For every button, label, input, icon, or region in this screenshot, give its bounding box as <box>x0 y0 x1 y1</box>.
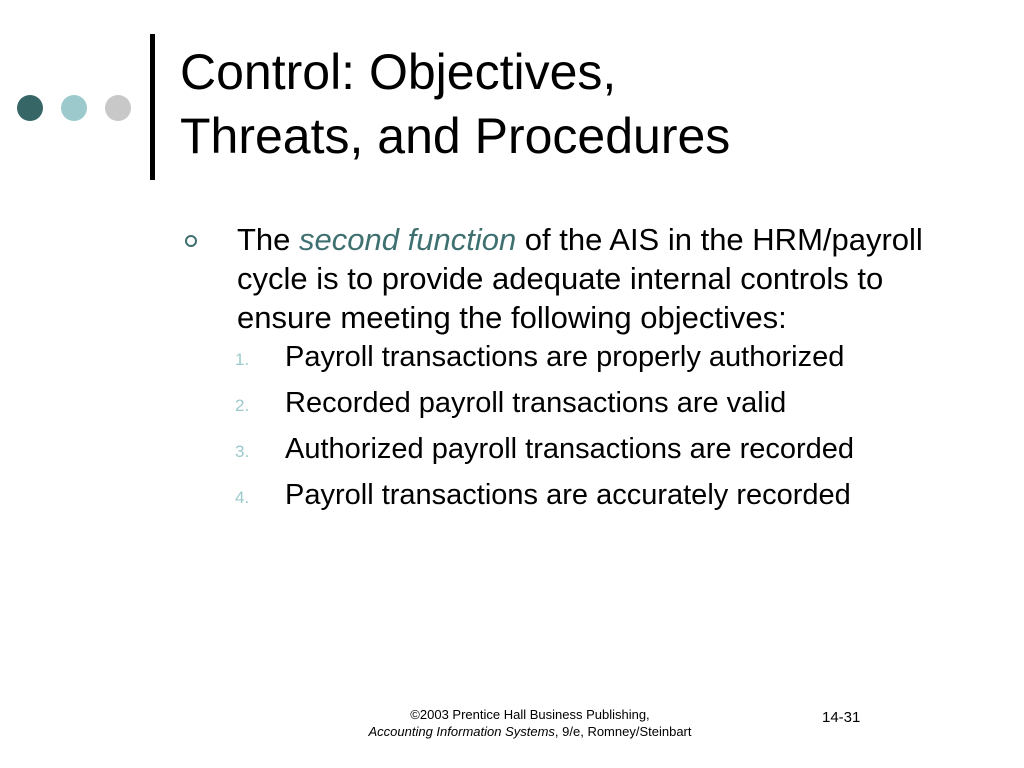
objective-text: Payroll transactions are properly authorized <box>285 341 845 373</box>
footer-copyright: ©2003 Prentice Hall Business Publishing, <box>410 707 650 722</box>
footer-book <box>330 723 730 740</box>
title-line-2: Threats, and Procedures <box>180 108 731 164</box>
slide-title <box>180 40 1000 168</box>
footer-book-title: Accounting Information Systems <box>368 724 555 739</box>
objective-text: Recorded payroll transactions are valid <box>285 387 787 419</box>
objective-number: 2. <box>235 396 250 415</box>
dark-teal-dot <box>17 95 43 121</box>
title-line-1: Control: Objectives, <box>180 44 617 100</box>
footer-credit <box>330 706 730 740</box>
main-bullet <box>183 220 943 337</box>
bullet-text-before: The <box>237 222 300 257</box>
objectives-list <box>183 339 943 514</box>
objective-item <box>183 477 943 514</box>
objective-item <box>183 385 943 422</box>
objective-number: 3. <box>235 442 250 461</box>
slide-body <box>183 220 943 523</box>
objective-item <box>183 339 943 376</box>
decorative-dots <box>0 0 140 140</box>
bullet-ring-icon <box>185 235 197 247</box>
gray-dot <box>105 95 131 121</box>
title-divider <box>150 34 155 180</box>
objective-text: Payroll transactions are accurately recorded <box>285 479 851 511</box>
page-number: 14-31 <box>822 709 861 726</box>
bullet-emphasis: second function <box>299 222 517 257</box>
footer-book-edition: , 9/e, Romney/Steinbart <box>554 724 692 739</box>
objective-text: Authorized payroll transactions are recorded <box>285 433 855 465</box>
bullet-text-after: of the AIS in the HRM/payroll cycle is to provide adequate internal controls to ensure meeting the following objectives: <box>237 222 923 335</box>
objective-number: 4. <box>235 488 250 507</box>
light-teal-dot <box>61 95 87 121</box>
objective-item <box>183 431 943 468</box>
objective-number: 1. <box>235 350 250 369</box>
